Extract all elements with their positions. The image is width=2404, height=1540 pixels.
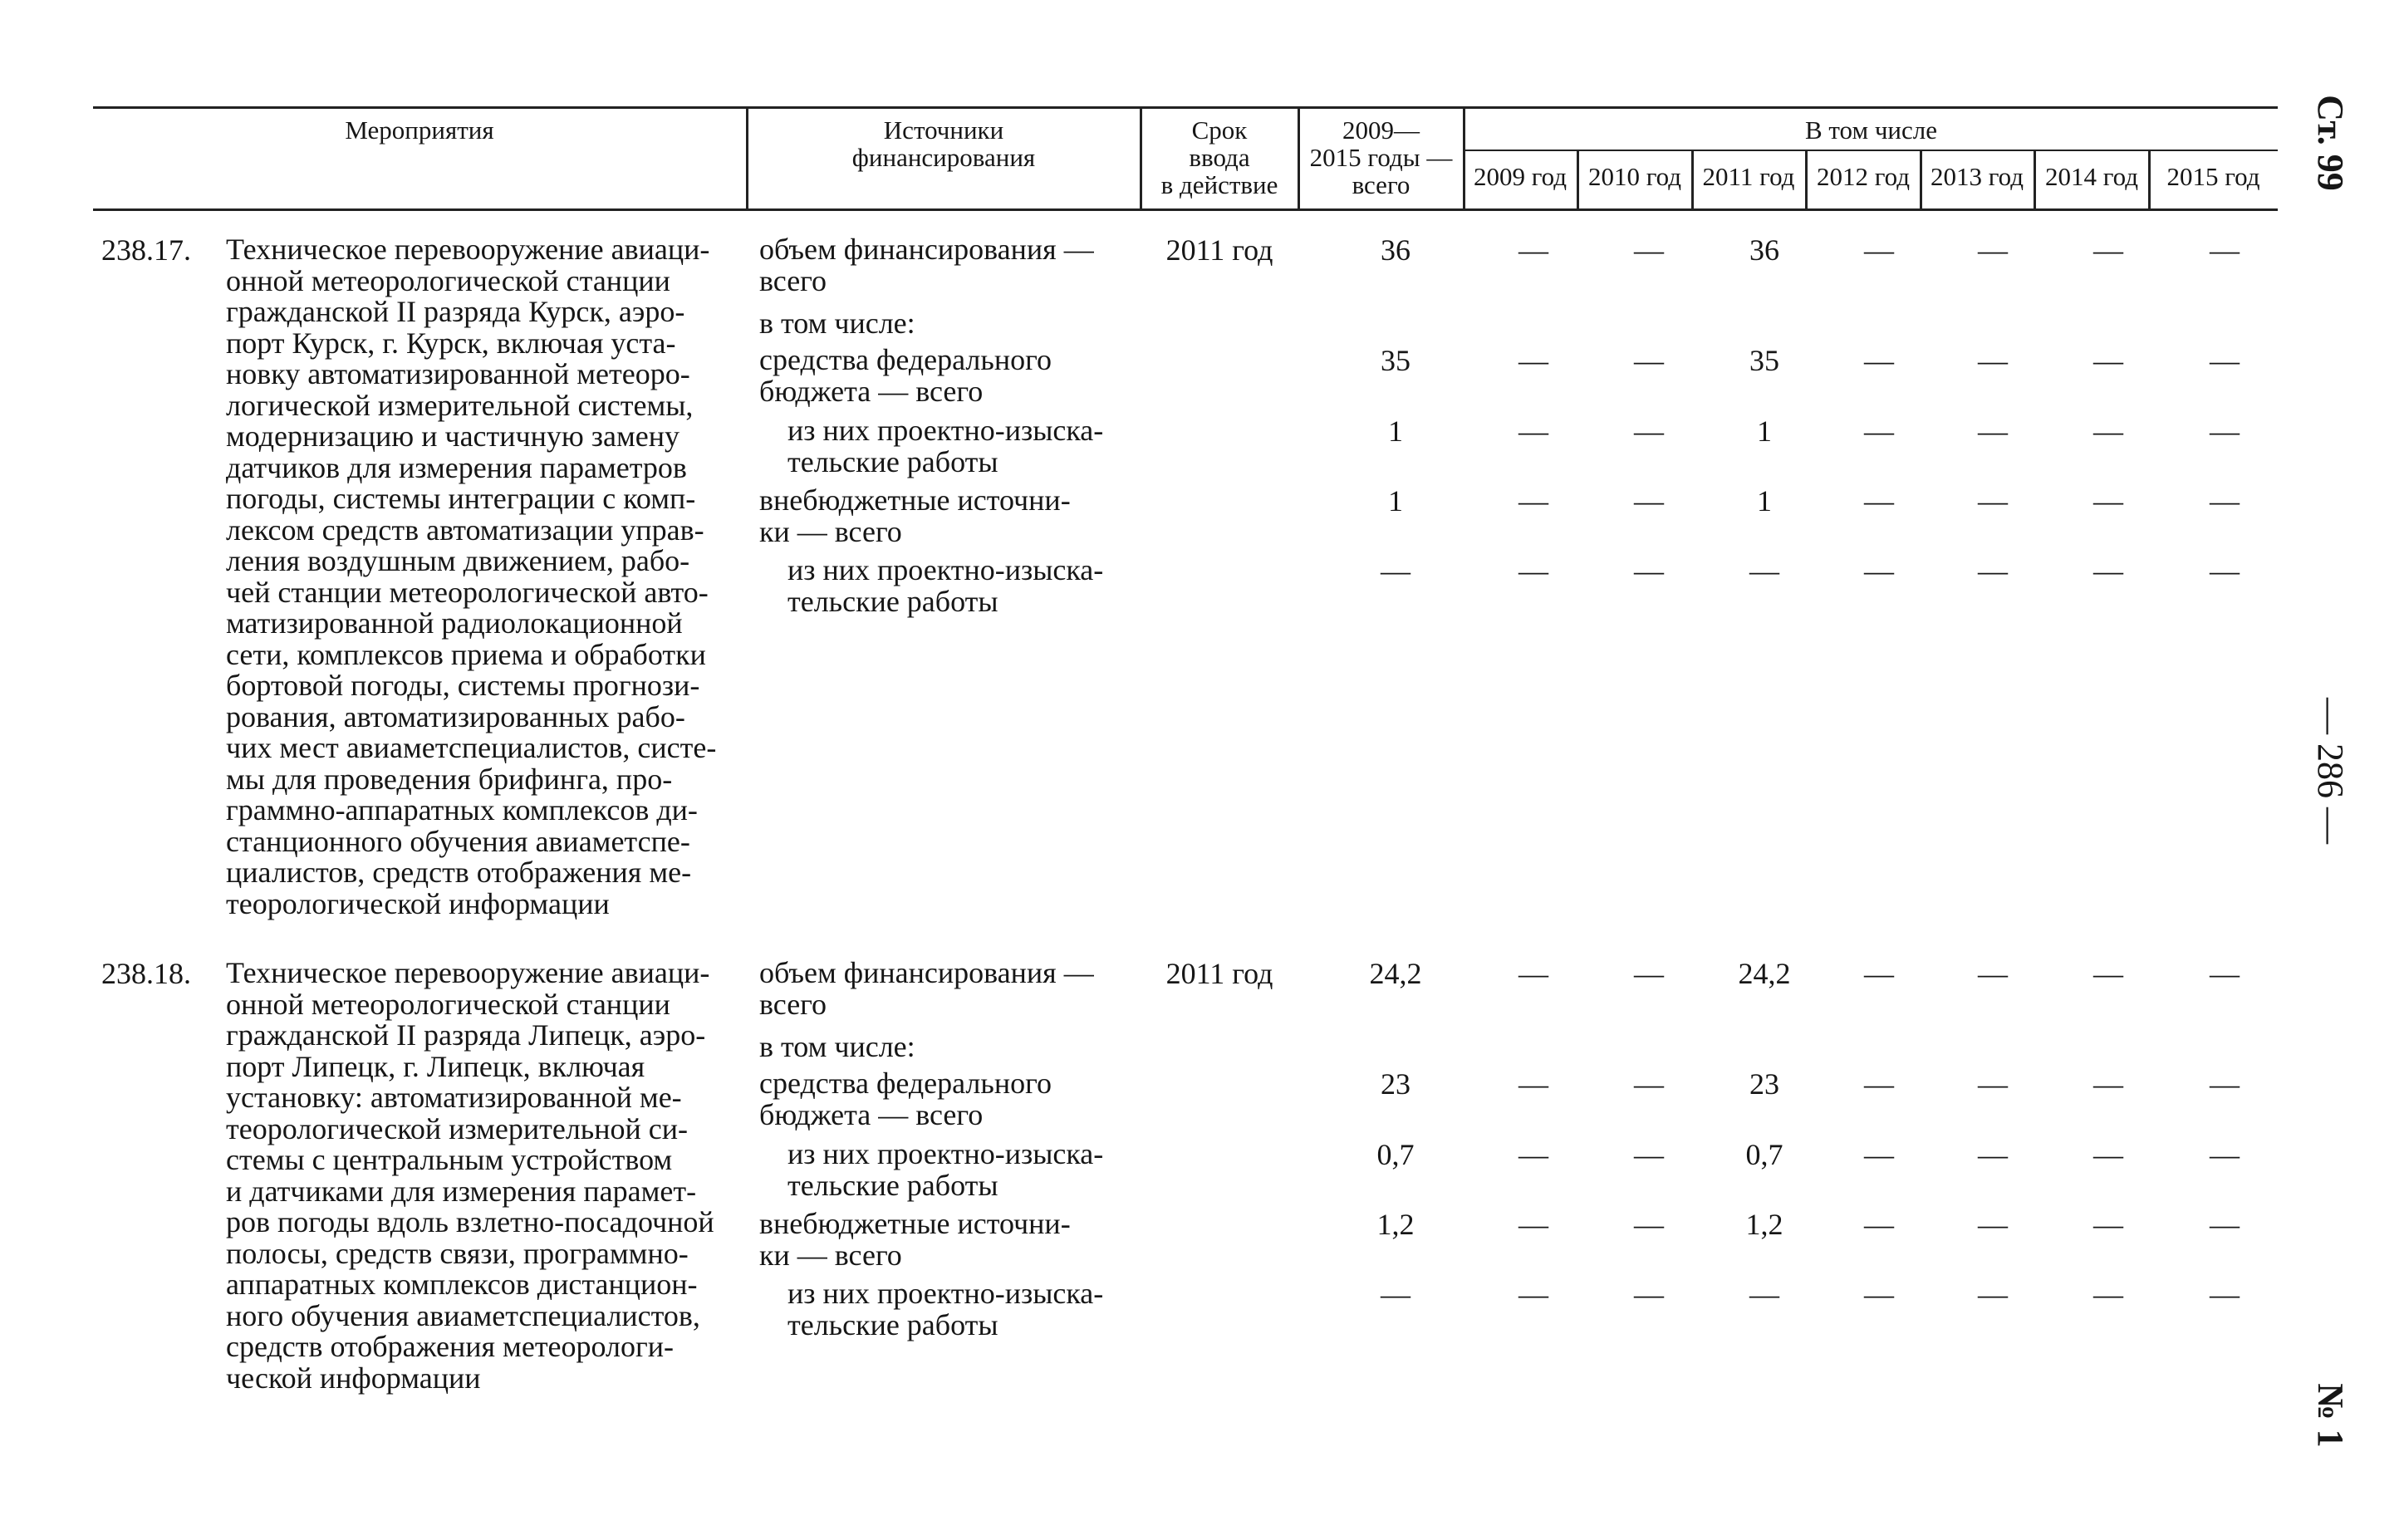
- year-value: —: [2093, 344, 2123, 377]
- total-value: 36: [1381, 233, 1411, 267]
- year-value: 35: [1749, 344, 1779, 377]
- description-line: лексом средств автоматизации управ-: [226, 513, 704, 547]
- year-value: —: [1864, 414, 1894, 448]
- header-total: [1299, 116, 1463, 199]
- description-line: ческой информации: [226, 1361, 481, 1395]
- header-deadline-line: в действие: [1160, 170, 1278, 199]
- funding-source-line: из них проектно-изыска-: [787, 553, 1104, 586]
- header-top-rule: [93, 106, 2278, 109]
- description-line: Техническое перевооружение авиаци-: [226, 233, 710, 266]
- year-value: —: [2093, 957, 2123, 990]
- year-value: —: [1518, 1278, 1548, 1311]
- header-year-3: 2011 год: [1702, 162, 1795, 191]
- description-line: модернизацию и частичную замену: [226, 419, 680, 453]
- funding-source-line: тельские работы: [787, 444, 998, 478]
- year-value: 36: [1749, 233, 1779, 267]
- description-line: аппаратных комплексов дистанцион-: [226, 1268, 698, 1301]
- measure-description: [226, 958, 738, 1394]
- funding-source-line: объем финансирования —: [759, 956, 1094, 989]
- year-value: 1: [1757, 484, 1772, 517]
- year-value: —: [2093, 484, 2123, 517]
- year-value: —: [1978, 957, 2008, 990]
- year-value: —: [1864, 484, 1894, 517]
- total-value: 35: [1381, 344, 1411, 377]
- total-value: —: [1381, 554, 1411, 587]
- year-value: 0,7: [1745, 1138, 1783, 1171]
- year-value: —: [1978, 233, 2008, 267]
- description-line: рования, автоматизированных рабо-: [226, 699, 685, 733]
- funding-source-line: внебюджетные источни-: [759, 483, 1071, 517]
- funding-source-line: ки — всего: [759, 1238, 902, 1272]
- year-value: —: [1518, 1067, 1548, 1101]
- year-value: —: [1518, 957, 1548, 990]
- year-value: —: [1864, 554, 1894, 587]
- header-deadline: [1141, 116, 1298, 199]
- description-line: граммно-аппаратных комплексов ди-: [226, 793, 698, 826]
- header-total-line: 2009—: [1342, 115, 1420, 145]
- year-value: —: [1518, 554, 1548, 587]
- page-label: Ст. 99: [2310, 95, 2351, 191]
- year-value: 24,2: [1738, 957, 1791, 990]
- description-line: датчиков для измерения параметров: [226, 450, 687, 484]
- funding-source: [759, 1209, 1130, 1271]
- year-value: —: [2093, 1138, 2123, 1171]
- total-value: 1: [1388, 414, 1403, 448]
- year-value: —: [1978, 1208, 2008, 1241]
- description-line: циалистов, средств отображения ме-: [226, 856, 692, 889]
- year-value: —: [1634, 344, 1664, 377]
- funding-source-line: тельские работы: [787, 1307, 998, 1341]
- funding-source-line: внебюджетные источни-: [759, 1207, 1071, 1240]
- year-value: —: [2093, 554, 2123, 587]
- funding-source-line: средства федерального: [759, 343, 1052, 376]
- year-value: —: [2210, 233, 2240, 267]
- measure-description: [226, 234, 738, 920]
- deadline-value: 2011 год: [1165, 233, 1273, 267]
- description-line: порт Курск, г. Курск, включая уста-: [226, 326, 676, 360]
- header-including: В том числе: [1804, 115, 1937, 145]
- year-value: —: [1518, 233, 1548, 267]
- year-value: —: [2210, 1278, 2240, 1311]
- funding-source-line: из них проектно-изыска-: [787, 1277, 1104, 1310]
- funding-source-line: ки — всего: [759, 514, 902, 548]
- description-line: бортовой погоды, системы прогнози-: [226, 669, 700, 702]
- funding-source: [759, 308, 1130, 340]
- description-line: средств отображения метеорологи-: [226, 1330, 675, 1363]
- year-value: —: [1518, 414, 1548, 448]
- year-value: —: [2093, 1278, 2123, 1311]
- year-value: —: [1634, 554, 1664, 587]
- year-value: —: [1634, 414, 1664, 448]
- funding-source: [787, 415, 1130, 478]
- description-line: стемы с центральным устройством: [226, 1143, 673, 1176]
- funding-source-line: тельские работы: [787, 1168, 998, 1202]
- total-value: 24,2: [1369, 957, 1422, 990]
- year-value: —: [2210, 414, 2240, 448]
- funding-source-line: средства федерального: [759, 1067, 1052, 1100]
- funding-source: [787, 555, 1130, 617]
- deadline-value: 2011 год: [1165, 957, 1273, 990]
- year-value: —: [1978, 554, 2008, 587]
- year-value: —: [2210, 1138, 2240, 1171]
- year-value: —: [1978, 414, 2008, 448]
- header-year-7: 2015 год: [2166, 162, 2260, 191]
- description-line: и датчиками для измерения парамет-: [226, 1174, 697, 1208]
- year-value: —: [1634, 1278, 1664, 1311]
- header-year-6: 2014 год: [2044, 162, 2139, 191]
- total-value: 1,2: [1376, 1208, 1415, 1241]
- year-value: —: [1518, 1138, 1548, 1171]
- total-value: —: [1381, 1278, 1411, 1311]
- year-value: —: [1749, 554, 1779, 587]
- year-value: —: [1864, 1278, 1894, 1311]
- row-number: 238.17.: [101, 233, 191, 267]
- year-value: —: [1864, 957, 1894, 990]
- header-deadline-line: Срок: [1191, 115, 1248, 145]
- description-line: погоды, системы интеграции с комп-: [226, 482, 696, 515]
- header-sources-line: финансирования: [851, 143, 1036, 172]
- year-value: —: [1634, 1208, 1664, 1241]
- description-line: теорологической информации: [226, 886, 610, 920]
- year-value: —: [2093, 233, 2123, 267]
- description-line: онной метеорологической станции: [226, 987, 670, 1021]
- year-value: —: [1634, 233, 1664, 267]
- description-line: станционного обучения авиаметспе-: [226, 824, 690, 858]
- row-number: 238.18.: [101, 957, 191, 990]
- funding-source: [759, 958, 1130, 1020]
- year-value: —: [2210, 1067, 2240, 1101]
- description-line: матизированной радиолокационной: [226, 606, 683, 640]
- header-year-4: 2012 год: [1816, 162, 1911, 191]
- funding-source-line: из них проектно-изыска-: [787, 1137, 1104, 1170]
- header-sources: [748, 116, 1140, 171]
- funding-source-line: в том числе:: [759, 1030, 915, 1063]
- years-divider-rule: [1464, 150, 2278, 151]
- header-deadline-line: ввода: [1189, 143, 1250, 172]
- year-value: —: [1634, 1138, 1664, 1171]
- description-line: сети, комплексов приема и обработки: [226, 637, 706, 671]
- total-value: 1: [1388, 484, 1403, 517]
- issue-number: № 1: [2310, 1383, 2351, 1448]
- description-line: новку автоматизированной метеоро-: [226, 357, 690, 390]
- year-value: —: [1978, 484, 2008, 517]
- year-value: —: [1864, 1208, 1894, 1241]
- year-value: —: [1864, 1067, 1894, 1101]
- year-value: —: [1864, 344, 1894, 377]
- description-line: полосы, средств связи, программно-: [226, 1236, 689, 1270]
- funding-source-line: всего: [759, 263, 827, 297]
- year-value: —: [1864, 233, 1894, 267]
- year-value: —: [2093, 414, 2123, 448]
- header-sources-line: Источники: [883, 115, 1004, 145]
- description-line: ров погоды вдоль взлетно-посадочной: [226, 1205, 714, 1238]
- year-value: —: [2210, 1208, 2240, 1241]
- year-value: —: [2210, 484, 2240, 517]
- description-line: чих мест авиаметспециалистов, систе-: [226, 731, 717, 764]
- header-year-2: 2010 год: [1587, 162, 1682, 191]
- header-year-1: 2009 год: [1473, 162, 1568, 191]
- header-measures: Мероприятия: [345, 115, 494, 145]
- description-line: гражданской II разряда Курск, аэро-: [226, 295, 685, 328]
- funding-source-line: в том числе:: [759, 307, 915, 340]
- description-line: Техническое перевооружение авиаци-: [226, 956, 710, 989]
- year-value: —: [2210, 344, 2240, 377]
- funding-source: [787, 1139, 1130, 1201]
- funding-source: [759, 485, 1130, 547]
- page-number: — 286 —: [2310, 698, 2351, 844]
- year-value: —: [1634, 957, 1664, 990]
- year-value: —: [1634, 484, 1664, 517]
- year-value: —: [1978, 1138, 2008, 1171]
- year-value: —: [2093, 1208, 2123, 1241]
- year-value: —: [1978, 1278, 2008, 1311]
- funding-source: [759, 1068, 1130, 1130]
- year-value: 23: [1749, 1067, 1779, 1101]
- funding-source-line: бюджета — всего: [759, 374, 984, 408]
- year-value: —: [1518, 484, 1548, 517]
- funding-source-line: всего: [759, 987, 827, 1021]
- year-value: —: [1978, 344, 2008, 377]
- description-line: логической измерительной системы,: [226, 388, 694, 422]
- funding-source: [787, 1278, 1130, 1341]
- funding-source: [759, 345, 1130, 407]
- year-value: —: [2210, 957, 2240, 990]
- funding-source: [759, 1032, 1130, 1063]
- funding-source-line: бюджета — всего: [759, 1097, 984, 1131]
- header-total-line: всего: [1352, 170, 1411, 199]
- funding-source-line: из них проектно-изыска-: [787, 414, 1104, 447]
- year-value: 1: [1757, 414, 1772, 448]
- header-year-5: 2013 год: [1930, 162, 2024, 191]
- year-value: —: [2093, 1067, 2123, 1101]
- funding-source-line: тельские работы: [787, 584, 998, 618]
- year-value: —: [1634, 1067, 1664, 1101]
- header-bottom-rule: [93, 208, 2278, 211]
- year-value: —: [2210, 554, 2240, 587]
- funding-source: [759, 234, 1130, 297]
- total-value: 23: [1381, 1067, 1411, 1101]
- description-line: гражданской II разряда Липецк, аэро-: [226, 1018, 706, 1052]
- funding-source-line: объем финансирования —: [759, 233, 1094, 266]
- year-value: —: [1864, 1138, 1894, 1171]
- description-line: онной метеорологической станции: [226, 263, 670, 297]
- description-line: ления воздушным движением, рабо-: [226, 544, 690, 577]
- description-line: мы для проведения брифинга, про-: [226, 762, 673, 796]
- description-line: ного обучения авиаметспециалистов,: [226, 1298, 700, 1332]
- year-value: —: [1518, 1208, 1548, 1241]
- description-line: чей станции метеорологической авто-: [226, 575, 709, 609]
- header-total-line: 2015 годы —: [1309, 143, 1453, 172]
- year-value: 1,2: [1745, 1208, 1783, 1241]
- description-line: установку: автоматизированной ме-: [226, 1081, 682, 1114]
- description-line: порт Липецк, г. Липецк, включая: [226, 1049, 645, 1083]
- year-value: —: [1518, 344, 1548, 377]
- total-value: 0,7: [1376, 1138, 1415, 1171]
- year-value: —: [1749, 1278, 1779, 1311]
- year-value: —: [1978, 1067, 2008, 1101]
- description-line: теорологической измерительной си-: [226, 1111, 688, 1145]
